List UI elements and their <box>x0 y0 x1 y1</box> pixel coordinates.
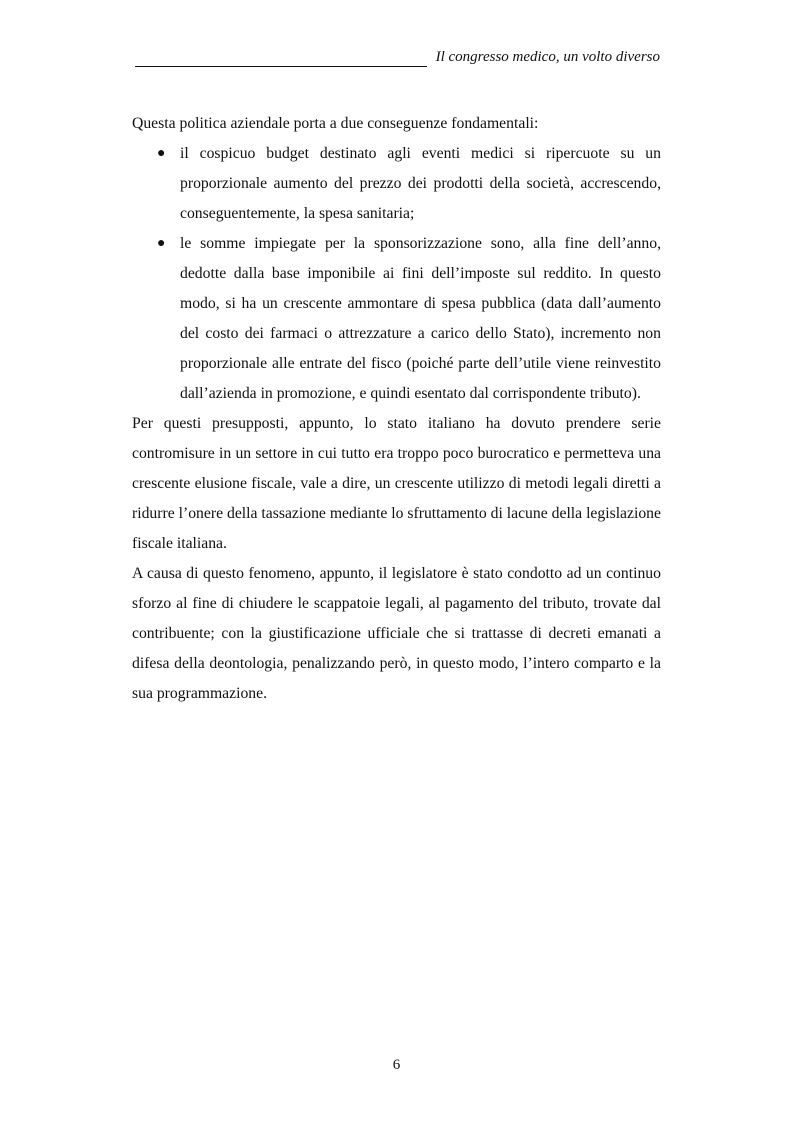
list-item <box>132 139 661 229</box>
list-item-text: le somme impiegate per la sponsorizzazione sono, alla fine dell’anno, dedotte dalla base imponibile ai fini dell’imposte sul reddito. In questo modo, si ha un crescente ammontare di spesa pubblica (data dall’aumento del costo dei farmaci o attrezzature a carico dello Stato), incremento non proporzionale alle entrate del fisco (poiché parte dell’utile viene reinvestito dall’azienda in promozione, e quindi esentato dal corrispondente tributo). <box>180 235 661 402</box>
page-body <box>132 109 661 709</box>
list-item <box>132 229 661 409</box>
header-rule <box>135 66 427 67</box>
running-header-title: Il congresso medico, un volto diverso <box>435 49 660 65</box>
body-paragraph: A causa di questo fenomeno, appunto, il legislatore è stato condotto ad un continuo sforzo al fine di chiudere le scappatoie legali, al pagamento del tributo, trovate dal contribuente; con la giustificazione ufficiale che si trattasse di decreti emanati a difesa della deontologia, penalizzando però, in questo modo, l’intero comparto e la sua programmazione. <box>132 565 661 702</box>
page-number: 6 <box>392 1057 401 1073</box>
bullet-icon: ● <box>157 236 166 251</box>
consequences-list <box>132 139 661 409</box>
intro-paragraph: Questa politica aziendale porta a due conseguenze fondamentali: <box>132 115 539 132</box>
body-paragraph: Per questi presupposti, appunto, lo stato italiano ha dovuto prendere serie contromisure in un settore in cui tutto era troppo poco burocratico e permetteva una crescente elusione fiscale, vale a dire, un crescente utilizzo di metodi legali diretti a ridurre l’onere della tassazione mediante lo sfruttamento di lacune della legislazione fiscale italiana. <box>132 415 661 552</box>
list-item-text: il cospicuo budget destinato agli eventi medici si ripercuote su un proporzionale aumento del prezzo dei prodotti della società, accrescendo, conseguentemente, la spesa sanitaria; <box>180 145 661 222</box>
bullet-icon: ● <box>157 146 166 161</box>
